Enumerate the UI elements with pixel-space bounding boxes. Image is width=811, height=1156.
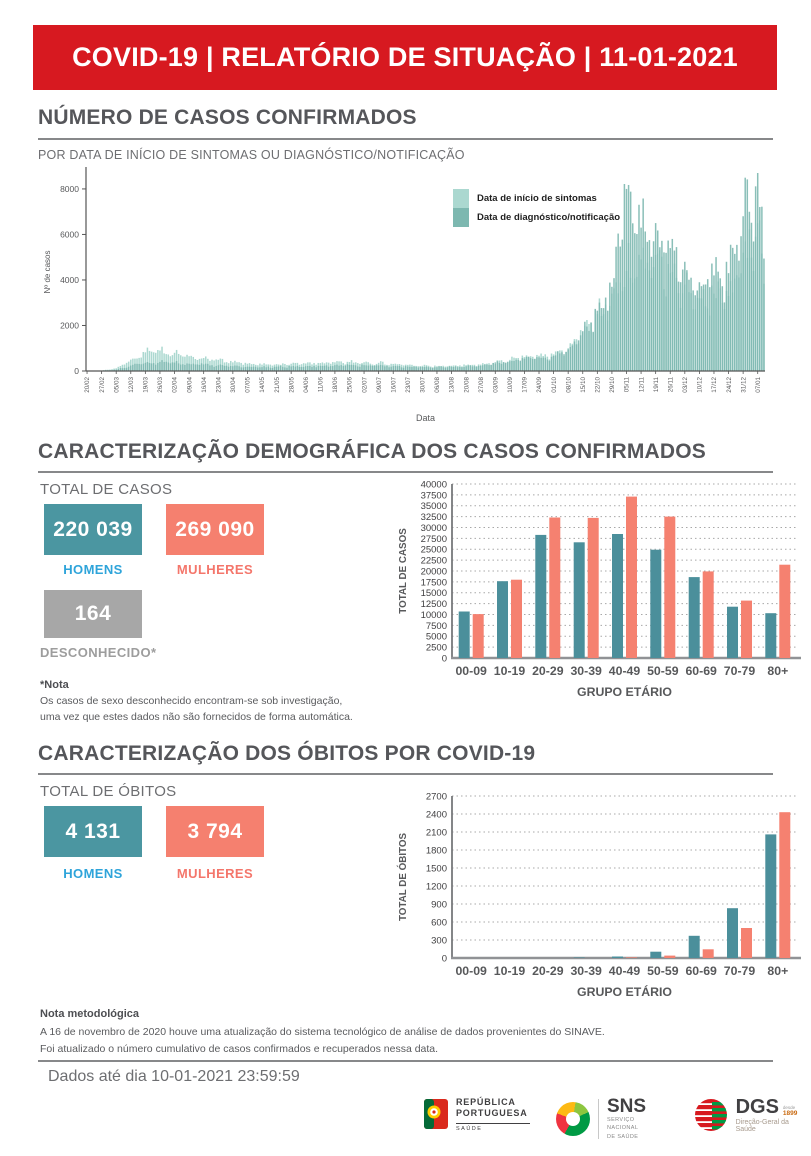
svg-text:TOTAL DE CASOS: TOTAL DE CASOS	[398, 528, 409, 614]
svg-text:2000: 2000	[60, 320, 79, 331]
legend-label-diagnostico: Data de diagnóstico/notificação	[477, 212, 621, 223]
svg-text:70-79: 70-79	[723, 664, 756, 678]
svg-text:60-69: 60-69	[685, 964, 717, 978]
svg-text:23/07: 23/07	[405, 377, 412, 393]
svg-text:10/12: 10/12	[696, 377, 704, 393]
republica-portuguesa-logo	[424, 1097, 530, 1132]
cases-men-box: 220 039	[44, 504, 142, 555]
legend-row-sintomas	[453, 189, 620, 208]
legend-swatch-sintomas	[453, 189, 469, 208]
svg-text:25/06: 25/06	[346, 377, 354, 393]
svg-text:13/08: 13/08	[448, 377, 456, 393]
sns-divider	[598, 1099, 599, 1139]
cases-timeline-chart	[38, 163, 773, 429]
svg-text:6000: 6000	[60, 229, 79, 240]
svg-text:600: 600	[431, 917, 447, 929]
svg-text:80+: 80+	[767, 964, 789, 978]
svg-text:16/04: 16/04	[200, 377, 208, 393]
svg-text:31/12: 31/12	[740, 377, 748, 393]
total-casos-label: TOTAL DE CASOS	[40, 481, 173, 498]
svg-text:50-59: 50-59	[647, 664, 679, 678]
legend-swatch-diagnostico	[453, 208, 469, 227]
svg-text:900: 900	[431, 899, 447, 911]
svg-text:26/03: 26/03	[157, 377, 165, 393]
svg-text:2100: 2100	[425, 827, 447, 839]
section-divider	[38, 138, 773, 140]
section-title-demografia: CARACTERIZAÇÃO DEMOGRÁFICA DOS CASOS CONFIRMADOS	[38, 440, 706, 463]
sns-sub-2: DE SAÚDE	[607, 1133, 639, 1140]
report-header-banner	[33, 25, 777, 90]
svg-text:02/04: 02/04	[171, 377, 179, 393]
svg-text:80+: 80+	[767, 664, 789, 678]
svg-text:60-69: 60-69	[685, 664, 717, 678]
svg-text:27500: 27500	[420, 533, 447, 545]
legend-label-sintomas: Data de início de sintomas	[477, 193, 597, 204]
svg-text:1200: 1200	[425, 881, 447, 893]
svg-text:37500: 37500	[420, 490, 447, 502]
svg-text:2400: 2400	[425, 809, 447, 821]
deaths-women-box: 3 794	[166, 806, 264, 857]
dgs-globe-icon	[694, 1098, 728, 1132]
cases-women-label: MULHERES	[176, 562, 254, 577]
svg-text:10-19: 10-19	[493, 664, 526, 678]
svg-text:17500: 17500	[420, 577, 447, 589]
svg-text:Data: Data	[415, 413, 436, 423]
nota-line-1: Os casos de sexo desconhecido encontram-se sob investigação,	[40, 695, 343, 707]
svg-text:30-39: 30-39	[570, 664, 602, 678]
cases-women-box: 269 090	[166, 504, 264, 555]
dgs-subtitle: Direção-Geral da Saúde	[735, 1119, 789, 1133]
svg-text:24/12: 24/12	[725, 377, 733, 393]
republica-line1: REPÚBLICA	[456, 1097, 516, 1107]
svg-text:27/08: 27/08	[477, 377, 485, 393]
svg-text:08/10: 08/10	[565, 377, 573, 393]
svg-text:40-49: 40-49	[608, 664, 641, 678]
dgs-since-label: desde	[782, 1105, 796, 1110]
nota-metodologica-title: Nota metodológica	[40, 1008, 140, 1020]
svg-text:27/02: 27/02	[98, 377, 106, 393]
svg-text:300: 300	[431, 935, 447, 947]
svg-text:20-29: 20-29	[532, 964, 564, 978]
svg-text:12/11: 12/11	[638, 377, 646, 393]
svg-text:10-19: 10-19	[493, 964, 526, 978]
svg-text:30-39: 30-39	[570, 964, 602, 978]
svg-text:30000: 30000	[420, 522, 447, 534]
portugal-flag-icon	[424, 1098, 448, 1130]
svg-text:29/10: 29/10	[609, 377, 617, 393]
timeline-subtitle: POR DATA DE INÍCIO DE SINTOMAS OU DIAGNÓSTICO/NOTIFICAÇÃO	[38, 148, 465, 162]
svg-text:17/12: 17/12	[711, 377, 719, 393]
svg-text:35000: 35000	[420, 501, 447, 513]
svg-text:11/06: 11/06	[317, 377, 325, 393]
deaths-men-label: HOMENS	[63, 866, 123, 881]
svg-text:21/05: 21/05	[273, 377, 281, 393]
dgs-logo	[694, 1097, 811, 1133]
footer-logos	[424, 1097, 811, 1141]
svg-text:20/02: 20/02	[84, 377, 92, 393]
sns-logo	[556, 1097, 668, 1141]
dgs-name: DGS	[735, 1096, 779, 1118]
deaths-men-box: 4 131	[44, 806, 142, 857]
republica-divider	[456, 1123, 530, 1124]
svg-text:22/10: 22/10	[594, 377, 602, 393]
cases-unknown-label: DESCONHECIDO*	[40, 645, 157, 660]
cases-by-age-chart	[392, 476, 807, 706]
svg-text:0: 0	[74, 366, 79, 376]
svg-text:5000: 5000	[425, 631, 447, 643]
svg-text:TOTAL DE ÓBITOS: TOTAL DE ÓBITOS	[398, 833, 409, 921]
section-title-casos-confirmados: NÚMERO DE CASOS CONFIRMADOS	[38, 106, 417, 129]
svg-text:07/01: 07/01	[754, 377, 762, 393]
svg-text:30/07: 30/07	[419, 377, 427, 393]
nota-metodologica-line-2: Foi atualizado o número cumulativo de casos confirmados e recuperados nessa data.	[40, 1043, 439, 1055]
svg-text:GRUPO ETÁRIO: GRUPO ETÁRIO	[577, 985, 672, 999]
republica-saude-label: SAÚDE	[456, 1125, 483, 1132]
republica-text	[456, 1097, 530, 1132]
footer-divider	[38, 1060, 773, 1062]
svg-text:02/07: 02/07	[361, 377, 369, 393]
svg-text:00-09: 00-09	[455, 964, 487, 978]
sns-text	[607, 1097, 668, 1141]
svg-text:18/06: 18/06	[332, 377, 340, 393]
svg-text:06/08: 06/08	[434, 377, 442, 393]
sns-name: SNS	[607, 1096, 647, 1117]
svg-text:2500: 2500	[425, 642, 447, 654]
section-title-obitos: CARACTERIZAÇÃO DOS ÓBITOS POR COVID-19	[38, 742, 536, 765]
svg-text:10000: 10000	[420, 609, 447, 621]
svg-text:1500: 1500	[425, 863, 447, 875]
dgs-since-year: 1899	[782, 1109, 798, 1117]
nota-metodologica-line-1: A 16 de novembro de 2020 houve uma atualização do sistema tecnológico de análise de dados provenientes do SINAVE.	[40, 1026, 605, 1038]
section-divider	[38, 471, 773, 473]
svg-text:19/11: 19/11	[652, 377, 660, 393]
svg-text:09/04: 09/04	[186, 377, 194, 393]
svg-text:14/05: 14/05	[259, 377, 267, 393]
svg-text:28/05: 28/05	[288, 377, 296, 393]
svg-text:22500: 22500	[420, 555, 447, 567]
svg-text:0: 0	[441, 653, 447, 665]
svg-text:GRUPO ETÁRIO: GRUPO ETÁRIO	[577, 685, 672, 699]
dgs-since	[783, 1106, 797, 1117]
svg-text:8000: 8000	[60, 183, 79, 194]
svg-text:1800: 1800	[425, 845, 447, 857]
svg-text:2700: 2700	[425, 791, 447, 803]
svg-text:12/03: 12/03	[128, 377, 135, 393]
svg-text:23/04: 23/04	[215, 377, 223, 393]
svg-text:30/04: 30/04	[230, 377, 237, 393]
svg-text:40000: 40000	[420, 479, 447, 491]
cases-men-label: HOMENS	[63, 562, 123, 577]
section-divider	[38, 773, 773, 775]
svg-text:20-29: 20-29	[532, 664, 564, 678]
deaths-women-label: MULHERES	[176, 866, 254, 881]
sns-swirl-icon	[556, 1102, 590, 1136]
svg-text:05/03: 05/03	[113, 377, 121, 393]
svg-text:07/05: 07/05	[244, 377, 252, 393]
svg-text:15/10: 15/10	[580, 377, 587, 393]
nota-title: *Nota	[40, 679, 69, 691]
svg-text:16/07: 16/07	[390, 377, 398, 393]
report-title: COVID-19 | RELATÓRIO DE SITUAÇÃO | 11-01-2021	[72, 42, 738, 72]
svg-text:24/09: 24/09	[536, 377, 544, 393]
svg-text:32500: 32500	[420, 512, 447, 524]
svg-text:15000: 15000	[420, 588, 447, 600]
republica-line2: PORTUGUESA	[456, 1108, 528, 1119]
deaths-by-age-chart	[392, 788, 807, 1008]
svg-text:40-49: 40-49	[608, 964, 641, 978]
svg-text:4000: 4000	[60, 274, 79, 285]
svg-text:03/09: 03/09	[492, 377, 500, 393]
sns-sub-1: SERVIÇO NACIONAL	[607, 1117, 639, 1132]
svg-text:26/11: 26/11	[667, 377, 675, 393]
svg-text:Nº de casos: Nº de casos	[43, 250, 52, 294]
dgs-top-row	[736, 1097, 811, 1117]
svg-text:03/12: 03/12	[682, 377, 689, 393]
svg-text:70-79: 70-79	[723, 964, 756, 978]
svg-text:20000: 20000	[420, 566, 447, 578]
svg-text:0: 0	[441, 953, 447, 965]
svg-text:01/10: 01/10	[550, 377, 558, 393]
svg-text:25000: 25000	[420, 544, 447, 556]
svg-text:05/11: 05/11	[623, 377, 631, 393]
svg-text:20/08: 20/08	[463, 377, 471, 393]
cases-unknown-box: 164	[44, 590, 142, 638]
svg-text:04/06: 04/06	[302, 377, 310, 393]
nota-line-2: uma vez que estes dados não são fornecidos de forma automática.	[40, 711, 353, 723]
data-until-text: Dados até dia 10-01-2021 23:59:59	[48, 1068, 300, 1085]
svg-text:00-09: 00-09	[455, 664, 487, 678]
svg-text:10/09: 10/09	[507, 377, 515, 393]
svg-text:7500: 7500	[425, 620, 447, 632]
total-obitos-label: TOTAL DE ÓBITOS	[40, 783, 177, 800]
svg-text:50-59: 50-59	[647, 964, 679, 978]
svg-text:17/09: 17/09	[521, 377, 529, 393]
timeline-legend	[453, 189, 620, 227]
svg-text:12500: 12500	[420, 599, 447, 611]
legend-row-diagnostico	[453, 208, 620, 227]
dgs-text	[736, 1097, 811, 1133]
svg-text:19/03: 19/03	[142, 377, 150, 393]
svg-text:09/07: 09/07	[375, 377, 383, 393]
